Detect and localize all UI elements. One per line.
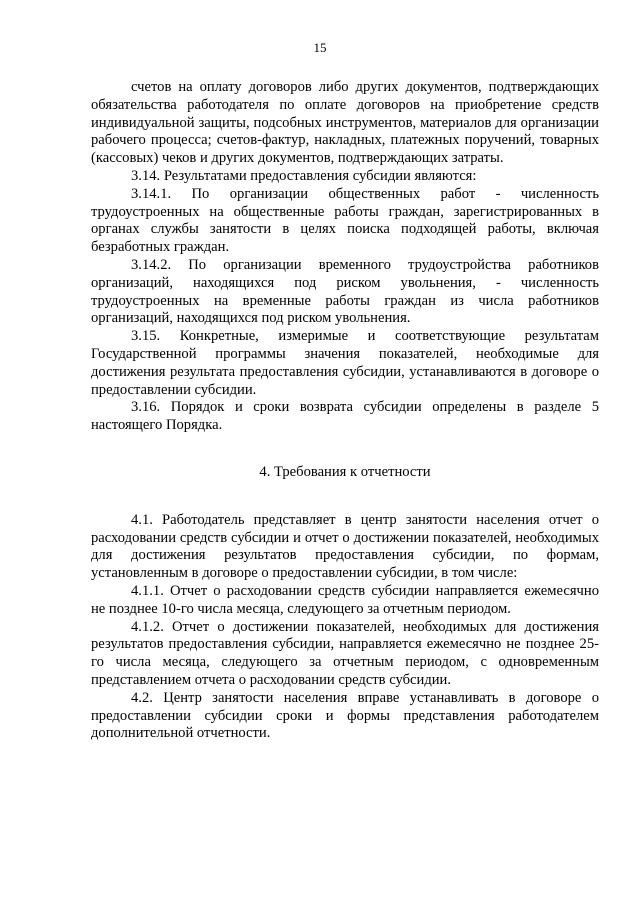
paragraph-3-14-2: 3.14.2. По организации временного трудоустройства работников организаций, находящихся под риском увольнения, - численность трудоустроенных на временные работы граждан из числа работников организаций, находящихся под риском увольнения.	[91, 256, 599, 327]
paragraph-3-14: 3.14. Результатами предоставления субсидии являются:	[131, 167, 477, 184]
paragraph-continuation: счетов на оплату договоров либо других документов, подтверждающих обязательства работодателя по оплате договоров на приобретение средств индивидуальной защиты, подсобных инструментов, материалов для организации рабочего процесса; счетов-фактур, накладных, платежных поручений, товарных (кассовых) чеков и других документов, подтверждающих затраты.	[91, 79, 599, 167]
paragraph-3-15: 3.15. Конкретные, измеримые и соответствующие результатам Государственной программы значения показателей, необходимые для достижения результата предоставления субсидии, устанавливаются в договоре о предоставлении субсидии.	[91, 328, 599, 398]
paragraph-4-1: 4.1. Работодатель представляет в центр занятости населения отчет о расходовании средств субсидии и отчет о достижении показателей, необходимых для достижения результатов предоставления субсидии, по формам, установленным в договоре о предоставлении субсидии, в том числе:	[91, 511, 599, 582]
section-heading: 4. Требования к отчетности	[259, 463, 431, 480]
document-body	[91, 79, 599, 743]
page-number: 15	[313, 40, 327, 55]
paragraph-3-16: 3.16. Порядок и сроки возврата субсидии определены в разделе 5 настоящего Порядка.	[91, 399, 599, 434]
paragraph-4-1-2: 4.1.2. Отчет о достижении показателей, необходимых для достижения результатов предоставления субсидии, направляется ежемесячно не позднее 25-го числа месяца, следующего за отчетным периодом, с одновременным представлением отчета о расходовании средств субсидии.	[91, 618, 599, 688]
paragraph-4-2: 4.2. Центр занятости населения вправе устанавливать в договоре о предоставлении субсидии сроки и формы представления работодателем дополнительной отчетности.	[91, 689, 599, 742]
paragraph-3-14-1: 3.14.1. По организации общественных работ - численность трудоустроенных на общественные работы граждан, зарегистрированных в органах службы занятости в целях поиска подходящей работы, включая безработных граждан.	[91, 185, 599, 256]
paragraph-4-1-1: 4.1.1. Отчет о расходовании средств субсидии направляется ежемесячно не позднее 10-го числа месяца, следующего за отчетным периодом.	[91, 582, 599, 617]
